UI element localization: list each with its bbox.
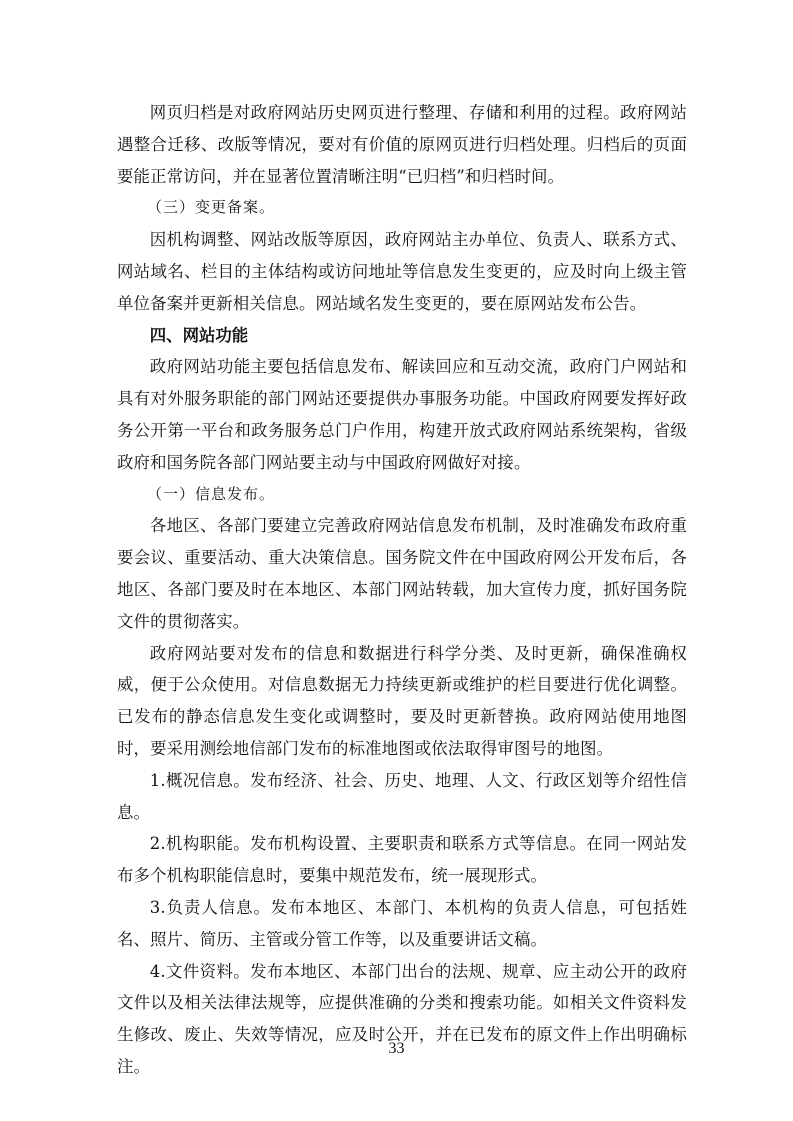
- list-item-agency-functions: 2.机构职能。发布机构设置、主要职责和联系方式等信息。在同一网站发布多个机构职能信息时，要集中规范发布，统一展现形式。: [117, 834, 687, 886]
- list-item-documents: 4.文件资料。发布本地区、本部门出台的法规、规章、应主动公开的政府文件以及相关法律法规等，应提供准确的分类和搜索功能。如相关文件资料发生修改、废止、失效等情况，应及时公开，并在已发布的原文件上作出明确标注。: [117, 961, 687, 1076]
- list-item-leader-info: 3.负责人信息。发布本地区、本部门、本机构的负责人信息，可包括姓名、照片、简历、主管或分管工作等，以及重要讲话文稿。: [117, 897, 687, 949]
- paragraph-data-classification: 政府网站要对发布的信息和数据进行科学分类、及时更新，确保准确权威，便于公众使用。对信息数据无力持续更新或维护的栏目要进行优化调整。已发布的静态信息发生变化或调整时，要及时更新替换。政府网站使用地图时，要采用测绘地信部门发布的标准地图或依法取得审图号的地图。: [117, 643, 687, 758]
- paragraph-website-functions: 政府网站功能主要包括信息发布、解读回应和互动交流，政府门户网站和具有对外服务职能的部门网站还要提供办事服务功能。中国政府网要发挥好政务公开第一平台和政务服务总门户作用，构建开放式政府网站系统架构，省级政府和国务院各部门网站要主动与中国政府网做好对接。: [117, 357, 687, 472]
- document-body: [117, 97, 687, 1083]
- paragraph-release-mechanism: 各地区、各部门要建立完善政府网站信息发布机制，及时准确发布政府重要会议、重要活动、重大决策信息。国务院文件在中国政府网公开发布后，各地区、各部门要及时在本地区、本部门网站转载，加大宣传力度，抓好国务院文件的贯彻落实。: [117, 516, 687, 631]
- heading-change-filing: （三）变更备案。: [147, 198, 276, 217]
- paragraph-web-archiving: 网页归档是对政府网站历史网页进行整理、存储和利用的过程。政府网站遇整合迁移、改版等情况，要对有价值的原网页进行归档处理。归档后的页面要能正常访问，并在显著位置清晰注明“已归档”和归档时间。: [117, 103, 687, 186]
- paragraph-change-filing: 因机构调整、网站改版等原因，政府网站主办单位、负责人、联系方式、网站域名、栏目的主体结构或访问地址等信息发生变更的，应及时向上级主管单位备案并更新相关信息。网站域名发生变更的，要在原网站发布公告。: [117, 230, 687, 313]
- list-item-overview-info: 1.概况信息。发布经济、社会、历史、地理、人文、行政区划等介绍性信息。: [117, 770, 687, 822]
- page-number: 33: [388, 1040, 405, 1057]
- heading-information-release: （一）信息发布。: [147, 484, 276, 503]
- heading-website-functions: 四、网站功能: [149, 325, 249, 345]
